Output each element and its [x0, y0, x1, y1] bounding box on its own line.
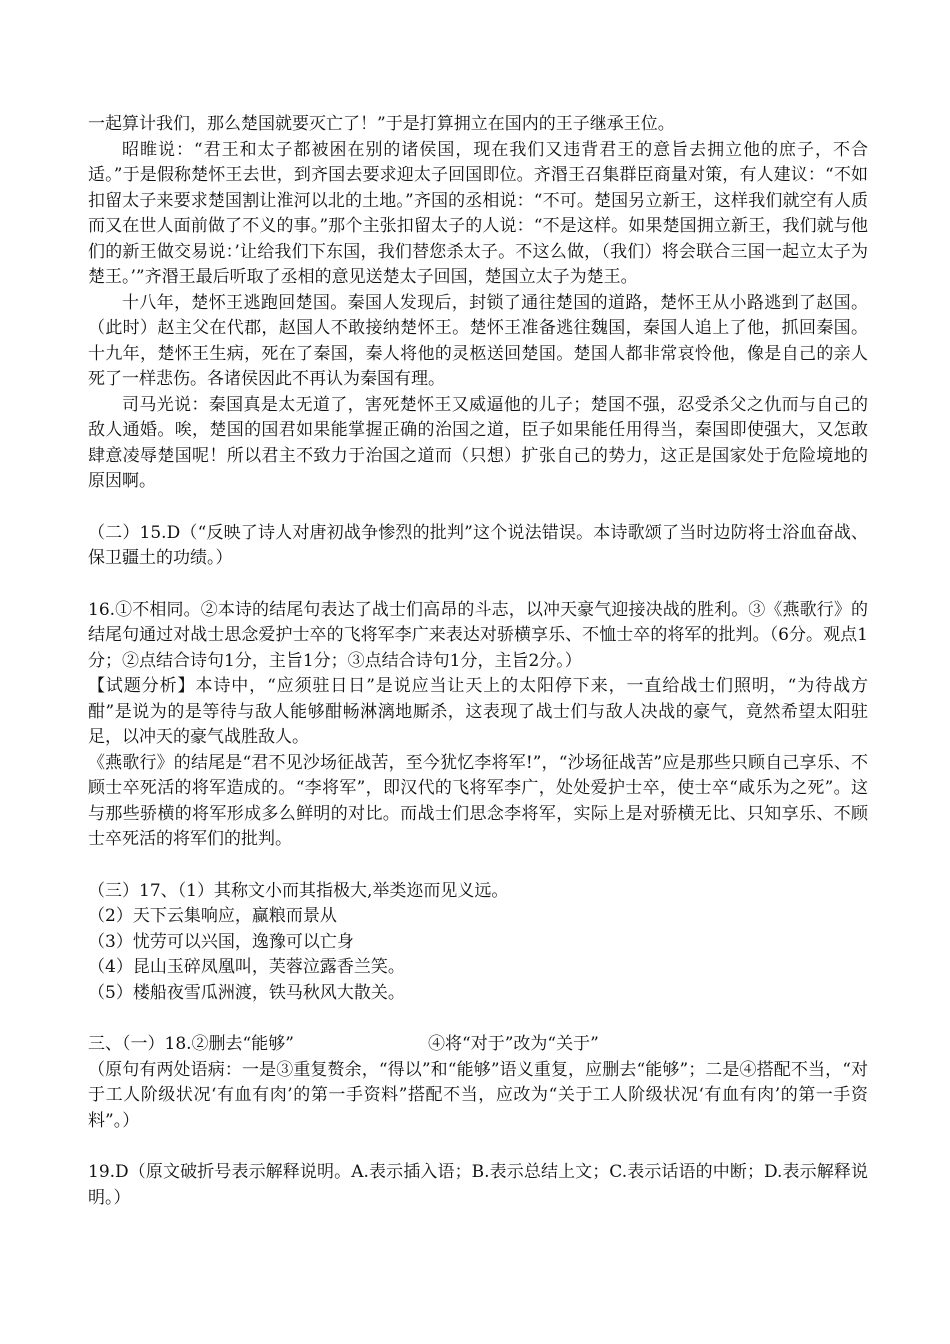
q18-item-2: 三、（一）18.②删去“能够” [88, 1034, 294, 1054]
q17-line: （4）昆山玉碎凤凰叫，芙蓉泣露香兰笑。 [88, 957, 405, 977]
translation-paragraph-3: 司马光说：秦国真是太无道了，害死楚怀王又威逼他的儿子；楚国不强，忍受杀父之仇而与自己的敌人通婚。唉，楚国的国君如果能掌握正确的治国之道，臣子如果能任用得当，秦国即使强大，又怎敢肆意凌辱楚国呢！所以君主不致力于治国之道而（只想）扩张自己的势力，这正是国家处于危险境地的原因啊。 [88, 394, 868, 491]
answer-q17 [88, 879, 868, 1007]
q17-line: （2）天下云集响应，赢粮而景从 [88, 906, 337, 926]
q18-item-4: ④将“对于”改为“关于” [428, 1034, 599, 1054]
spacer [88, 495, 868, 521]
q17-line: （3）忧劳可以兴国，逸豫可以亡身 [88, 931, 354, 952]
spacer [88, 572, 868, 598]
q17-line: （5）楼船夜雪瓜洲渡，铁马秋风大散关。 [88, 982, 405, 1003]
translation-paragraph-2: 十八年，楚怀王逃跑回楚国。秦国人发现后，封锁了通往楚国的道路，楚怀王从小路逃到了赵国。（此时）赵主父在代郡，赵国人不敢接纳楚怀王。楚怀王准备逃往魏国，秦国人追上了他，抓回秦国。十九年，楚怀王生病，死在了秦国，秦人将他的灵柩送回楚国。楚国人都非常哀怜他，像是自己的亲人死了一样悲伤。各诸侯因此不再认为秦国有理。 [88, 292, 868, 389]
translation-paragraph-0: 一起算计我们，那么楚国就要灭亡了！”于是打算拥立在国内的王子继承王位。 [88, 114, 675, 134]
q17-line: （三）17、（1）其称文小而其指极大,举类迩而见义远。 [88, 880, 509, 901]
spacer [88, 1006, 868, 1032]
answer-q15: （二）15.D（“反映了诗人对唐初战争惨烈的批判”这个说法错误。本诗歌颂了当时边防将士浴血奋战、保卫疆土的功绩。） [88, 522, 868, 568]
translation-paragraph-1: 昭睢说：“君王和太子都被困在别的诸侯国，现在我们又违背君王的意旨去拥立他的庶子，不合适。”于是假称楚怀王去世，到齐国去要求迎太子回国即位。齐湣王召集群臣商量对策，有人建议：“不如扣留太子来要求楚国割让淮河以北的土地。”齐国的丞相说：“不可。楚国另立新王，这样我们就空有人质而又在世人面前做了不义的事。”那个主张扣留太子的人说：“不是这样。如果楚国拥立新王，我们就与他们的新王做交易说：’让给我们下东国，我们替您杀太子。不这么做，（我们）将会联合三国一起立太子为楚王。’”齐湣王最后听取了丞相的意见送楚太子回国，楚国立太子为楚王。 [88, 139, 868, 287]
answer-q18-explanation: （原句有两处语病：一是③重复赘余，“得以”和“能够”语义重复，应删去“能够”；二是④搭配不当，“对于工人阶级状况‘有血有肉’的第一手资料”搭配不当，应改为“关于工人阶级状况‘有血有肉’的第一手资料”。） [88, 1059, 868, 1131]
answer-q19: 19.D（原文破折号表示解释说明。A.表示插入语；B.表示总结上文；C.表示话语的中断；D.表示解释说明。） [88, 1162, 868, 1208]
analysis-q16-part1: 【试题分析】本诗中，“应须驻日日”是说应当让天上的太阳停下来，一直给战士们照明，“为待战方酣”是说为的是等待与敌人能够酣畅淋漓地厮杀，这表现了战士们与敌人决战的豪气，竟然希望太阳驻足，以冲天的豪气战胜敌人。 [88, 676, 868, 747]
answer-q18-heading [88, 1032, 868, 1058]
spacer [88, 853, 868, 879]
document-page [88, 112, 868, 1211]
answer-q16: 16.①不相同。②本诗的结尾句表达了战士们高昂的斗志，以冲天豪气迎接决战的胜利。③《燕歌行》的结尾句通过对战士思念爱护士卒的飞将军李广来表达对骄横享乐、不恤士卒的将军的批判。（6分。观点1分；②点结合诗句1分，主旨1分；③点结合诗句1分，主旨2分。） [88, 599, 868, 671]
analysis-q16-part2: 《燕歌行》的结尾是“君不见沙场征战苦，至今犹忆李将军!”，“沙场征战苦”应是那些只顾自己享乐、不顾士卒死活的将军造成的。“李将军”，即汉代的飞将军李广，处处爱护士卒，使士卒“咸乐为之死”。这与那些骄横的将军形成多么鲜明的对比。而战士们思念李将军，实际上是对骄横无比、只知享乐、不顾士卒死活的将军们的批判。 [88, 752, 868, 849]
spacer [88, 1134, 868, 1160]
